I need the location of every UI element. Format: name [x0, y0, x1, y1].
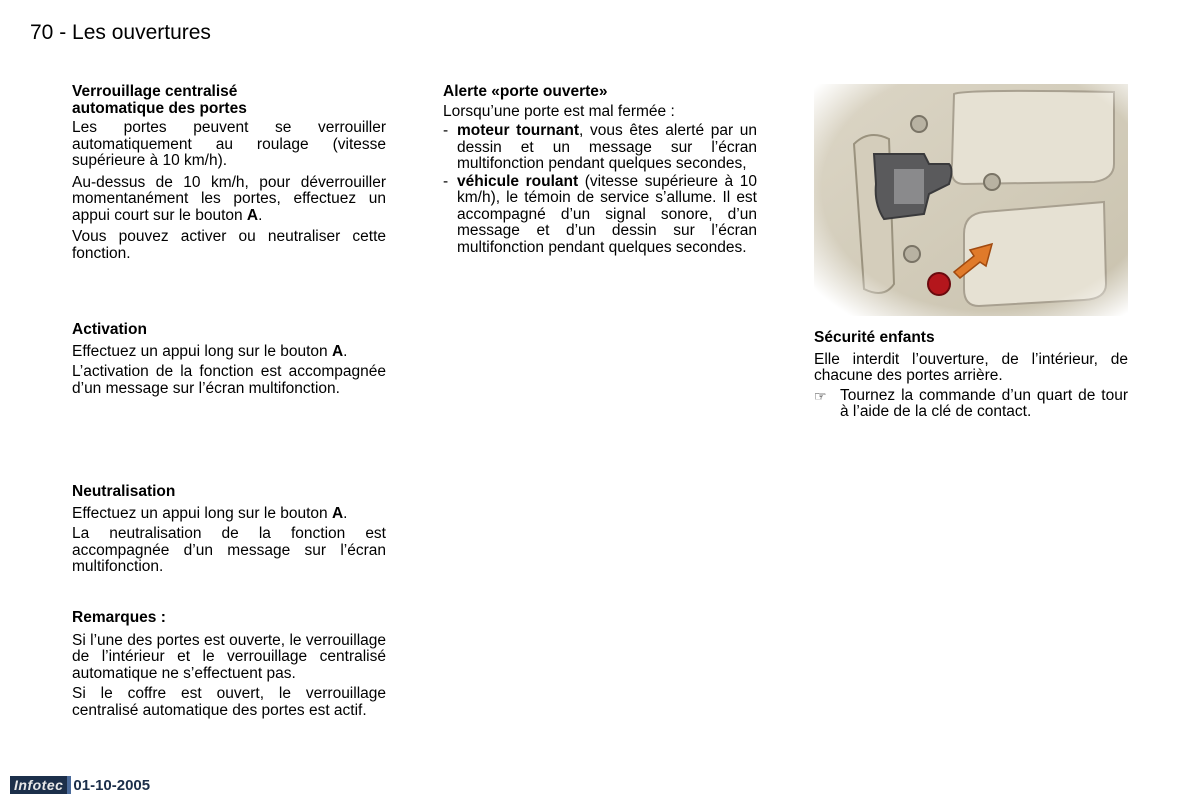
page-header: 70 - Les ouvertures [30, 21, 211, 44]
paragraph: La neutralisation de la fonction est accompagnée d’un message sur l’écran multifonction. [72, 525, 386, 575]
paragraph: Vous pouvez activer ou neutraliser cette fonction. [72, 228, 386, 262]
paragraph: Au-dessus de 10 km/h, pour déverrouiller momentanément les portes, effectuez un appui court sur le bouton A. [72, 173, 386, 224]
infotec-logo: Infotec [10, 776, 71, 794]
section-title-neutralisation: Neutralisation [72, 483, 176, 500]
instruction-item: ☞ Tournez la commande d’un quart de tour à l’aide de la clé de contact. [814, 386, 1128, 420]
paragraph: Si l’une des portes est ouverte, le verrouillage de l’intérieur et le verrouillage centralisé automatique ne s’effectuent pas. [72, 631, 386, 682]
paragraph: Lorsqu’une porte est mal fermée : [443, 102, 675, 120]
paragraph: Si le coffre est ouvert, le verrouillage centralisé automatique des portes est actif. [72, 685, 386, 719]
pointing-hand-icon: ☞ [814, 387, 827, 404]
right-column [814, 330, 1128, 421]
paragraph: Effectuez un appui long sur le bouton A. [72, 504, 348, 522]
dash-bullet: - [443, 172, 449, 190]
section-title-securite: Sécurité enfants [814, 329, 935, 346]
activation-section [72, 322, 386, 397]
section-title-remarques: Remarques : [72, 609, 166, 626]
middle-column [443, 84, 757, 256]
door-lock-drawing [814, 84, 1128, 316]
paragraph: Les portes peuvent se verrouiller automatiquement au roulage (vitesse supérieure à 10 km/h). [72, 119, 386, 169]
section-title-activation: Activation [72, 321, 147, 338]
paragraph: L’activation de la fonction est accompagnée d’un message sur l’écran multifonction. [72, 363, 386, 397]
neutralisation-section [72, 484, 386, 576]
left-column [72, 84, 386, 262]
remarques-section [72, 610, 386, 719]
footer [10, 775, 150, 795]
paragraph: Elle interdit l’ouverture, de l’intérieur, de chacune des portes arrière. [814, 350, 1128, 384]
list-item: - véhicule roulant (vitesse supérieure à 10 km/h), le témoin de service s’allume. Il est accompagné d’un signal sonore, d’un message et d’un dessin sur l’écran multifonction pendant quelques secondes. [443, 172, 757, 256]
footer-date: 01-10-2005 [73, 776, 151, 794]
door-lock-illustration [814, 84, 1128, 316]
list-item: - moteur tournant, vous êtes alerté par un dessin et un message sur l’écran multifonction pendant quelques secondes, [443, 122, 758, 172]
dash-bullet: - [443, 122, 449, 139]
section-title-verrouillage: Verrouillage centralisé automatique des portes [72, 83, 247, 117]
paragraph: Effectuez un appui long sur le bouton A. [72, 342, 348, 360]
section-title-alerte: Alerte «porte ouverte» [443, 83, 608, 100]
